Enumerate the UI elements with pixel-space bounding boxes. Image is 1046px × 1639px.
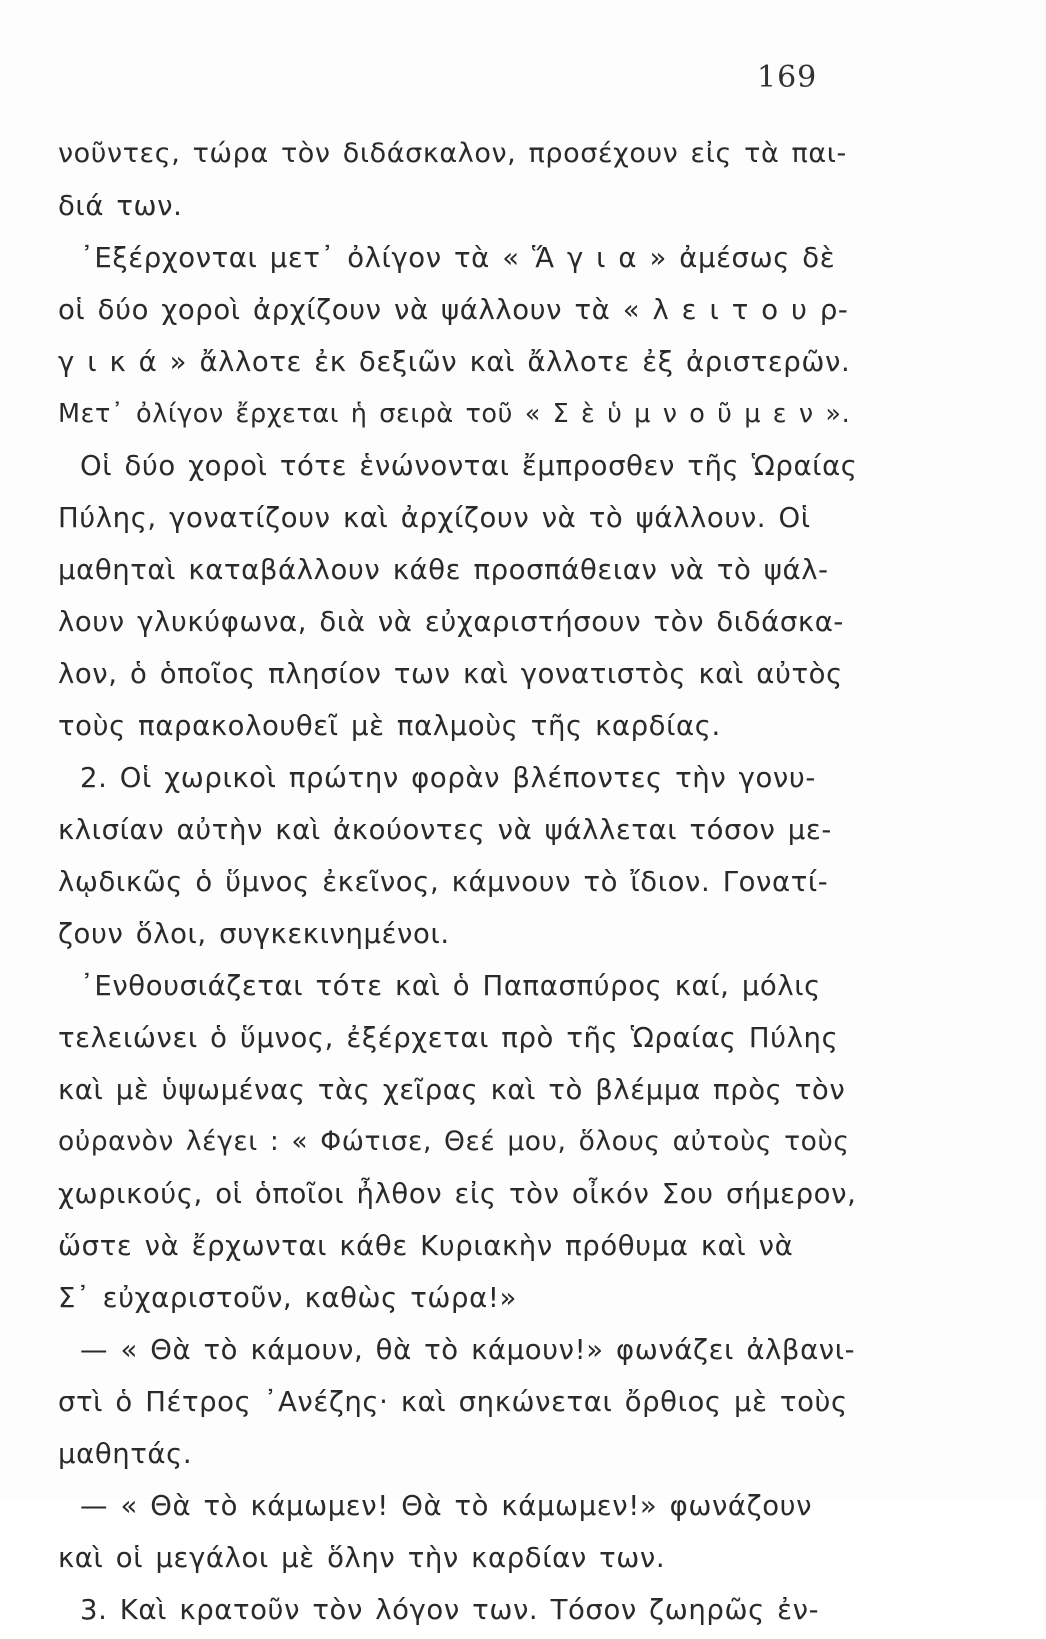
text-line: 3. Καὶ κρατοῦν τὸν λόγον των. Τόσον ζωηρῶς ἐν- — [80, 1594, 820, 1626]
text-line: τοὺς παρακολουθεῖ μὲ παλμοὺς τῆς καρδίας. — [58, 710, 721, 742]
text-line: Οἱ δύο χοροὶ τότε ἑνώνονται ἔμπροσθεν τῆς Ὡραίας — [80, 450, 858, 482]
text-line: στὶ ὁ Πέτρος ᾿Ανέζης· καὶ σηκώνεται ὄρθιος μὲ τοὺς — [58, 1386, 848, 1418]
body-text — [58, 131, 858, 1639]
text-line: τελειώνει ὁ ὕμνος, ἐξέρχεται πρὸ τῆς Ὡραίας Πύλης — [58, 1022, 839, 1054]
text-line: Πύλης, γονατίζουν καὶ ἀρχίζουν νὰ τὸ ψάλλουν. Οἱ — [58, 502, 811, 534]
text-line: ὥστε νὰ ἔρχωνται κάθε Κυριακὴν πρόθυμα καὶ νὰ — [58, 1230, 794, 1262]
text-line: μαθητάς. — [58, 1438, 193, 1470]
text-line: διά των. — [58, 190, 183, 222]
text-line: καὶ οἱ μεγάλοι μὲ ὅλην τὴν καρδίαν των. — [58, 1542, 666, 1574]
text-line: γ ι κ ά » ἄλλοτε ἐκ δεξιῶν καὶ ἄλλοτε ἐξ ἀριστερῶν. — [58, 346, 851, 378]
text-line: νοῦντες, τώρα τὸν διδάσκαλον, προσέχουν εἰς τὰ παι- — [58, 138, 847, 169]
text-line: Σ᾿ εὐχαριστοῦν, καθὼς τώρα!» — [58, 1282, 517, 1314]
text-line: λον, ὁ ὁποῖος πλησίον των καὶ γονατιστὸς καὶ αὐτὸς — [58, 658, 843, 690]
text-line: κλισίαν αὐτὴν καὶ ἀκούοντες νὰ ψάλλεται τόσον με- — [58, 814, 832, 846]
text-line: καὶ μὲ ὑψωμένας τὰς χεῖρας καὶ τὸ βλέμμα πρὸς τὸν — [58, 1074, 846, 1106]
text-line: ᾿Ενθουσιάζεται τότε καὶ ὁ Παπασπύρος καί, μόλις — [80, 970, 821, 1002]
text-line: ζουν ὅλοι, συγκεκινημένοι. — [58, 918, 450, 950]
text-line: οἱ δύο χοροὶ ἀρχίζουν νὰ ψάλλουν τὰ « λ ε ι τ ο υ ρ- — [58, 294, 849, 326]
text-line: μαθηταὶ καταβάλλουν κάθε προσπάθειαν νὰ τὸ ψάλ- — [58, 554, 829, 586]
text-line: 2. Οἱ χωρικοὶ πρώτην φορὰν βλέποντες τὴν γονυ- — [80, 762, 816, 794]
text-line: χωρικούς, οἱ ὁποῖοι ἦλθον εἰς τὸν οἶκόν Σου σήμερον, — [58, 1178, 857, 1210]
text-line: λῳδικῶς ὁ ὕμνος ἐκεῖνος, κάμνουν τὸ ἴδιον. Γονατί- — [58, 866, 829, 898]
text-line: — « Θὰ τὸ κάμωμεν! Θὰ τὸ κάμωμεν!» φωνάζουν — [80, 1490, 813, 1522]
text-line: ᾿Εξέρχονται μετ᾿ ὀλίγον τὰ « Ἅ γ ι α » ἀμέσως δὲ — [80, 242, 836, 274]
page-number: 169 — [757, 60, 818, 95]
text-line: λουν γλυκύφωνα, διὰ νὰ εὐχαριστήσουν τὸν διδάσκα- — [58, 606, 844, 638]
text-line: Μετ᾿ ὀλίγον ἔρχεται ἡ σειρὰ τοῦ « Σ ὲ ὑ μ ν ο ῦ μ ε ν ». — [58, 399, 851, 429]
text-line: — « Θὰ τὸ κάμουν, θὰ τὸ κάμουν!» φωνάζει ἀλβανι- — [80, 1334, 856, 1366]
text-line: οὐρανὸν λέγει : « Φώτισε, Θεέ μου, ὅλους αὐτοὺς τοὺς — [58, 1126, 850, 1157]
